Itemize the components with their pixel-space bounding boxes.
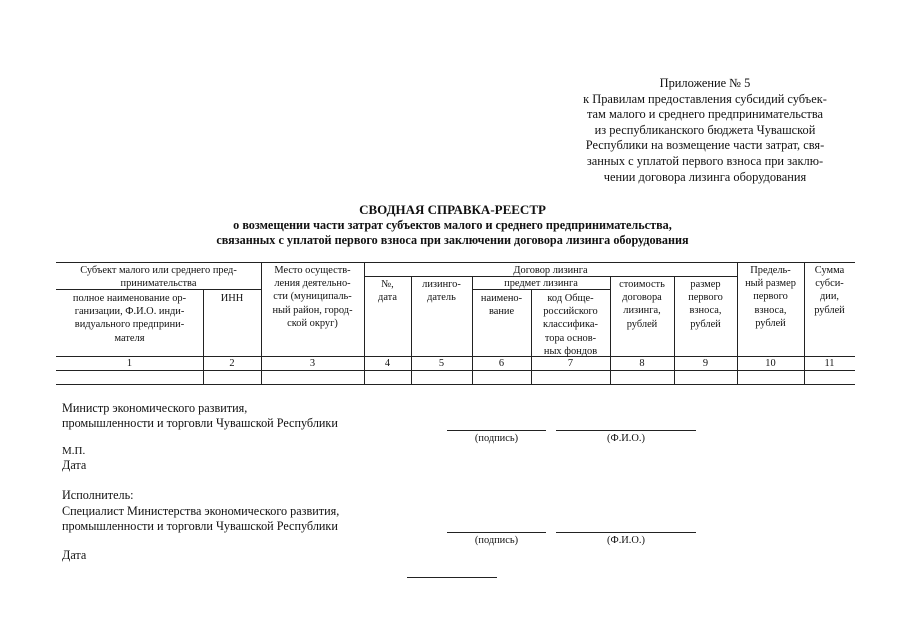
specialist-fio-line <box>556 532 696 533</box>
header-first-payment: размер первого взноса, рублей <box>688 279 723 330</box>
signature-caption: (подпись) <box>474 535 519 546</box>
appendix-line: Приложение № 5 <box>659 76 751 90</box>
header-lessor: лизинго- датель <box>422 279 461 304</box>
date-label: Дата <box>62 458 87 472</box>
signature-caption: (подпись) <box>474 433 519 444</box>
document-subtitle: связанных с уплатой первого взноса при заключении договора лизинга оборудования <box>216 233 689 247</box>
appendix-line: занных с уплатой первого взноса при заклю- <box>586 153 824 168</box>
seal-placeholder: М.П. <box>62 445 86 457</box>
column-number: 10 <box>765 358 776 369</box>
executor-label: Исполнитель: <box>62 488 134 502</box>
specialist-title: Специалист Министерства экономического развития, промышленности и торговли Чувашской Республики <box>62 504 340 534</box>
header-inn: ИНН <box>220 293 244 304</box>
column-number: 5 <box>438 358 445 369</box>
fio-caption: (Ф.И.О.) <box>607 433 645 444</box>
appendix-line: там малого и среднего предпринимательства <box>586 107 824 122</box>
header-place: Место осуществ- ления деятельно- сти (муниципаль- ный район, город- ской округ) <box>272 265 353 329</box>
column-number: 11 <box>824 358 835 369</box>
header-subsidy-amount: Сумма субси- дии, рублей <box>814 265 845 316</box>
column-number: 1 <box>126 358 133 369</box>
end-divider <box>407 577 497 578</box>
header-item-name: наимено- вание <box>480 293 523 318</box>
appendix-line: Республики на возмещение части затрат, свя- <box>585 138 825 153</box>
minister-signature-line <box>447 430 546 431</box>
header-contract-cost: стоимость договора лизинга, рублей <box>619 279 665 330</box>
appendix-line: чении договора лизинга оборудования <box>603 169 807 184</box>
appendix-line: из республиканского бюджета Чувашской <box>594 122 816 137</box>
column-number: 4 <box>384 358 391 369</box>
column-number: 6 <box>498 358 505 369</box>
header-contract-group: Договор лизинга <box>513 265 588 276</box>
header-number-date: №, дата <box>378 279 397 304</box>
column-number: 9 <box>702 358 709 369</box>
column-number: 2 <box>229 358 235 369</box>
header-leasing-subject: предмет лизинга <box>504 278 578 289</box>
column-number: 3 <box>309 358 316 369</box>
fio-caption: (Ф.И.О.) <box>607 535 645 546</box>
header-subject-group: Субъект малого или среднего пред- принимательства <box>80 265 237 290</box>
specialist-signature-line <box>447 532 546 533</box>
document-subtitle: о возмещении части затрат субъектов малого и среднего предпринимательства, <box>233 218 672 232</box>
header-full-name: полное наименование ор- ганизации, Ф.И.О. инди- видуального предприни- мателя <box>72 293 187 344</box>
column-number: 8 <box>639 358 645 369</box>
minister-fio-line <box>556 430 696 431</box>
column-number: 7 <box>567 358 574 369</box>
date-label: Дата <box>62 548 87 562</box>
appendix-line: к Правилам предоставления субсидий субъек- <box>583 91 827 106</box>
header-okof-code: код Обще- российского классифика- тора основ- ных фондов <box>543 293 598 357</box>
minister-title: Министр экономического развития, промышленности и торговли Чувашской Республики <box>62 401 338 431</box>
document-title: СВОДНАЯ СПРАВКА-РЕЕСТР <box>359 202 546 217</box>
header-payment-limit: Предель- ный размер первого взноса, рублей <box>745 265 796 329</box>
